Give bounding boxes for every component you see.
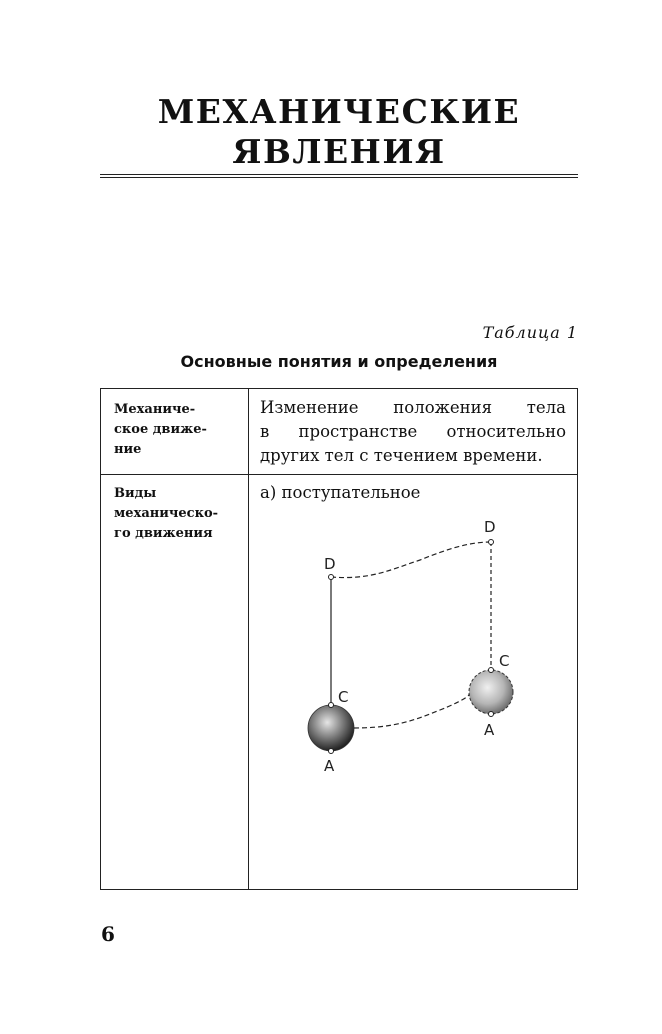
label-left-c: C — [338, 688, 349, 706]
page-number: 6 — [101, 922, 115, 946]
term-line: Виды — [114, 486, 157, 501]
table-title: Основные понятия и определения — [180, 352, 498, 371]
definition-line: других тел с течением времени. — [260, 446, 543, 465]
point-right-d — [489, 540, 494, 545]
table-number: Таблица 1 — [482, 323, 578, 342]
label-left-a: A — [324, 757, 335, 775]
chapter-title-line-1: МЕХАНИЧЕСКИЕ — [157, 92, 521, 131]
term-line: ское движе- — [114, 422, 207, 437]
term-line: Механиче- — [114, 402, 196, 417]
label-right-c: C — [499, 652, 510, 670]
trajectory-top — [331, 542, 491, 578]
label-right-d: D — [484, 518, 496, 536]
label-left-d: D — [324, 555, 336, 573]
right-ball — [469, 670, 513, 714]
left-ball — [308, 705, 354, 751]
subheading-translational: а) поступательное — [260, 483, 421, 502]
point-left-d — [329, 575, 334, 580]
definition-line: Изменение положения тела — [260, 398, 566, 417]
term-line: го движения — [114, 526, 213, 541]
point-left-a — [329, 749, 334, 754]
term-line: ние — [114, 442, 142, 457]
point-right-c — [489, 668, 494, 673]
point-right-a — [489, 712, 494, 717]
point-left-c — [329, 703, 334, 708]
trajectory-bottom — [354, 694, 469, 728]
term-line: механическо- — [114, 506, 219, 521]
chapter-title-line-2: ЯВЛЕНИЯ — [232, 132, 446, 171]
label-right-a: A — [484, 721, 495, 739]
definition-line: в пространстве относительно — [260, 422, 566, 441]
